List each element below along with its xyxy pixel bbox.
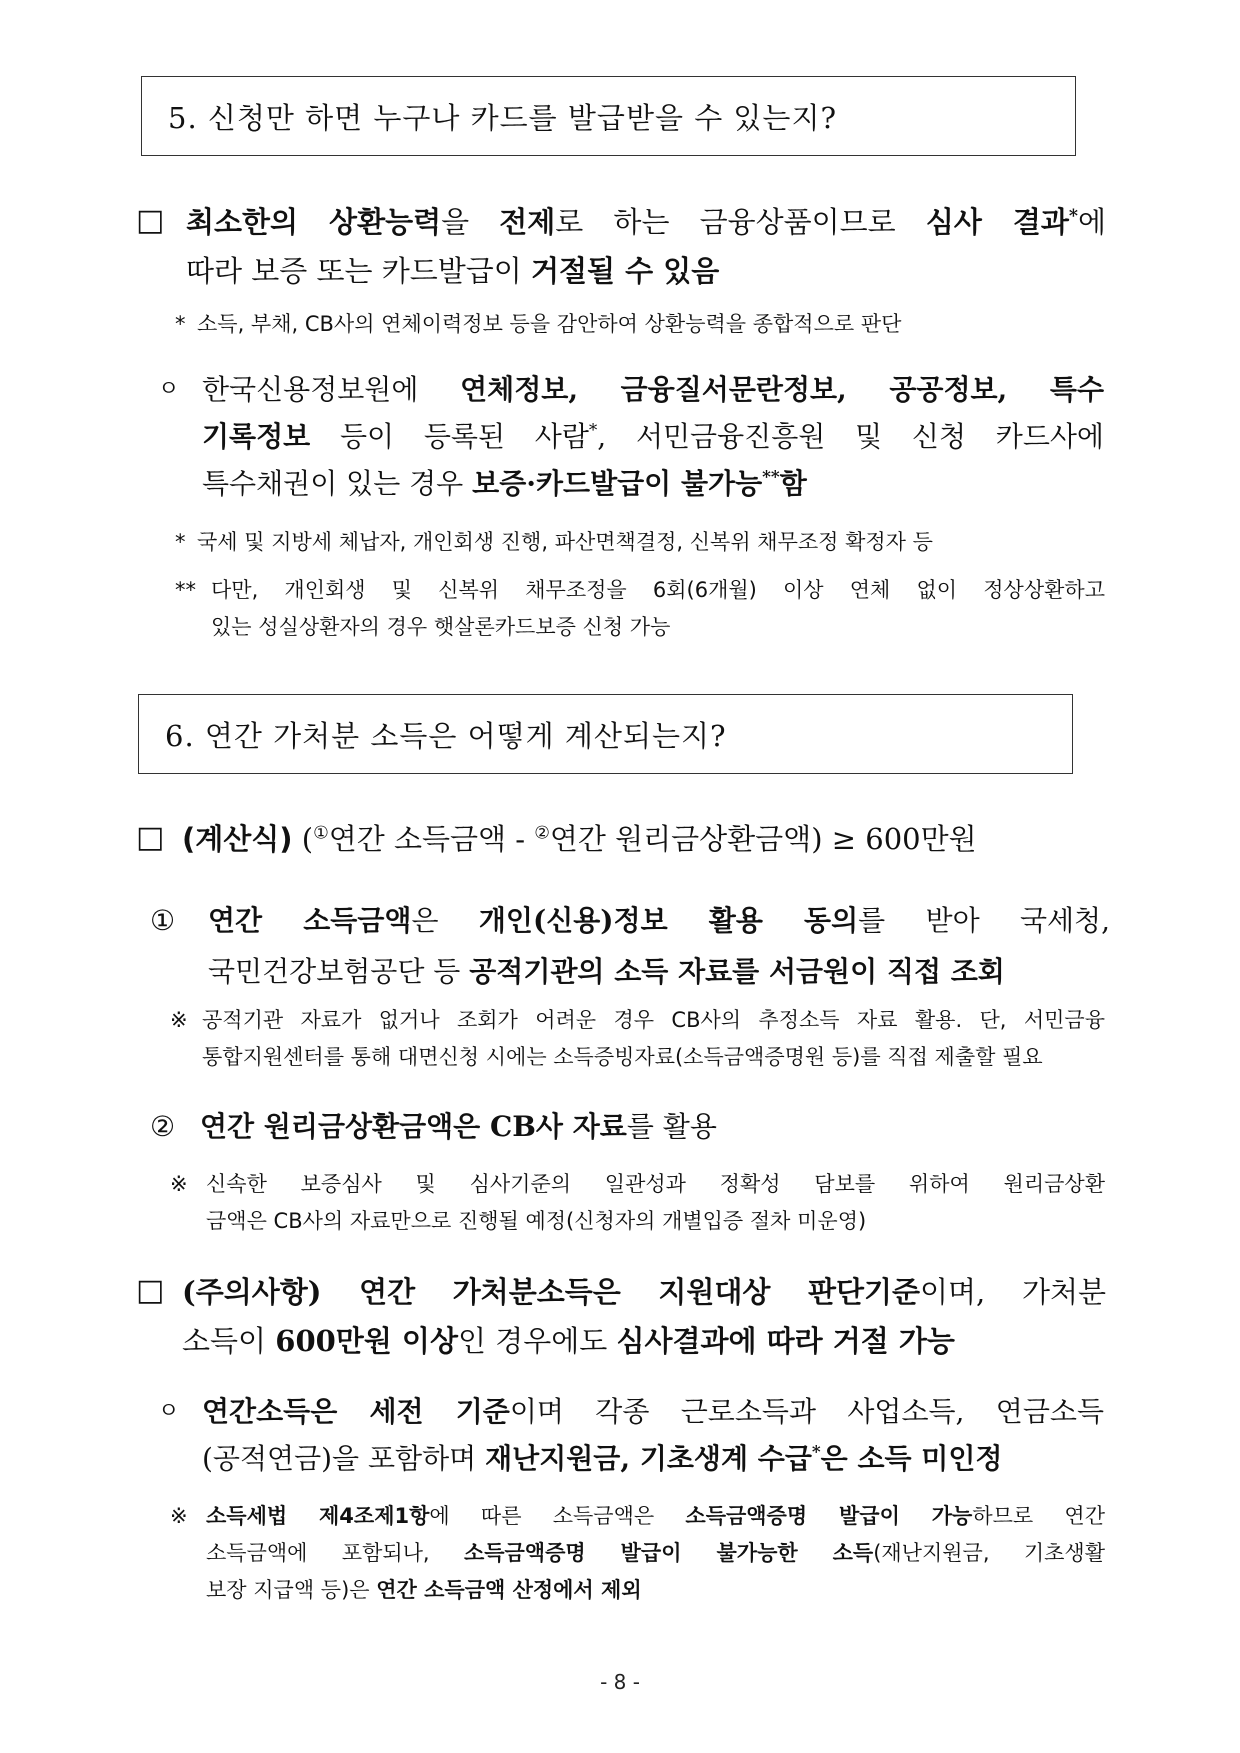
footnote-repayment: * 소득, 부채, CB사의 연체이력정보 등을 감안하여 상환능력을 종합적으로 판단	[175, 312, 902, 336]
square-bullet-icon: □	[136, 1273, 165, 1308]
page-number: - 8 -	[600, 1670, 640, 1694]
question-box-5	[141, 76, 1076, 156]
square-bullet-icon: □	[136, 820, 165, 855]
circle-bullet-icon: ㅇ	[158, 1399, 180, 1424]
number-marker-2: ②	[150, 1110, 176, 1143]
note-public-data: ※ 공적기관 자료가 없거나 조회가 어려운 경우 CB사의 추정소득 자료 활용. 단, 서민금융 통합지원센터를 통해 대면신청 시에는 소득증빙자료(소득금액증명원 등)를 직접 제출할 필요	[170, 1008, 1105, 1069]
note-cb-data: ※ 신속한 보증심사 및 심사기준의 일관성과 정확성 담보를 위하여 원리금상환 금액은 CB사의 자료만으로 진행될 예정(신청자의 개별입증 절차 미운영)	[170, 1172, 1105, 1233]
square-bullet-icon: □	[136, 203, 165, 238]
formula-item: □ (계산식) (①연간 소득금액 - ②연간 원리금상환금액) ≥ 600만원	[136, 815, 1106, 864]
numbered-item-1: ① 연간 소득금액은 개인(신용)정보 활용 동의를 받아 국세청, 국민건강보험공단 등 공적기관의 소득 자료를 서금원이 직접 조회	[150, 895, 1110, 997]
numbered-item-2: ② 연간 원리금상환금액은 CB사 자료를 활용	[150, 1101, 1110, 1152]
box-item-caution: □ (주의사항) 연간 가처분소득은 지원대상 판단기준이며, 가처분 소득이 600만원 이상인 경우에도 심사결과에 따라 거절 가능	[136, 1268, 1106, 1366]
footnote-ineligible: * 국세 및 지방세 체납자, 개인회생 진행, 파산면책결정, 신복위 채무조정 확정자 등	[175, 530, 933, 554]
question-5-title: 5. 신청만 하면 누구나 카드를 발급받을 수 있는지?	[168, 100, 838, 135]
footnote-exception: ** 다만, 개인회생 및 신복위 채무조정을 6회(6개월) 이상 연체 없이 정상상환하고 있는 성실상환자의 경우 햇살론카드보증 신청 가능	[175, 578, 1105, 639]
circle-item-ineligible: ㅇ 한국신용정보원에 연체정보, 금융질서문란정보, 공공정보, 특수 기록정보 등이 등록된 사람*, 서민금융진흥원 및 신청 카드사에 특수채권이 있는 경우 보증·카드발급이 불가능**함	[158, 366, 1104, 507]
box-item-repayment	[136, 198, 1106, 296]
question-box-6	[138, 694, 1073, 774]
number-marker-1: ①	[150, 904, 176, 937]
question-6-title: 6. 연간 가처분 소득은 어떻게 계산되는지?	[165, 718, 727, 753]
note-income-tax-law: ※ 소득세법 제4조제1항에 따른 소득금액은 소득금액증명 발급이 가능하므로 연간 소득금액에 포함되나, 소득금액증명 발급이 불가능한 소득(재난지원금, 기초생활 보장 지급액 등)은 연간 소득금액 산정에서 제외	[170, 1504, 1105, 1602]
circle-bullet-icon: ㅇ	[158, 377, 180, 402]
box-item-text: 최소한의 상환능력을 전제로 하는 금융상품이므로 심사 결과*에 따라 보증 또는 카드발급이 거절될 수 있음	[186, 205, 1106, 288]
circle-item-income: ㅇ 연간소득은 세전 기준이며 각종 근로소득과 사업소득, 연금소득 (공적연금)을 포함하며 재난지원금, 기초생계 수급*은 소득 미인정	[158, 1388, 1104, 1482]
